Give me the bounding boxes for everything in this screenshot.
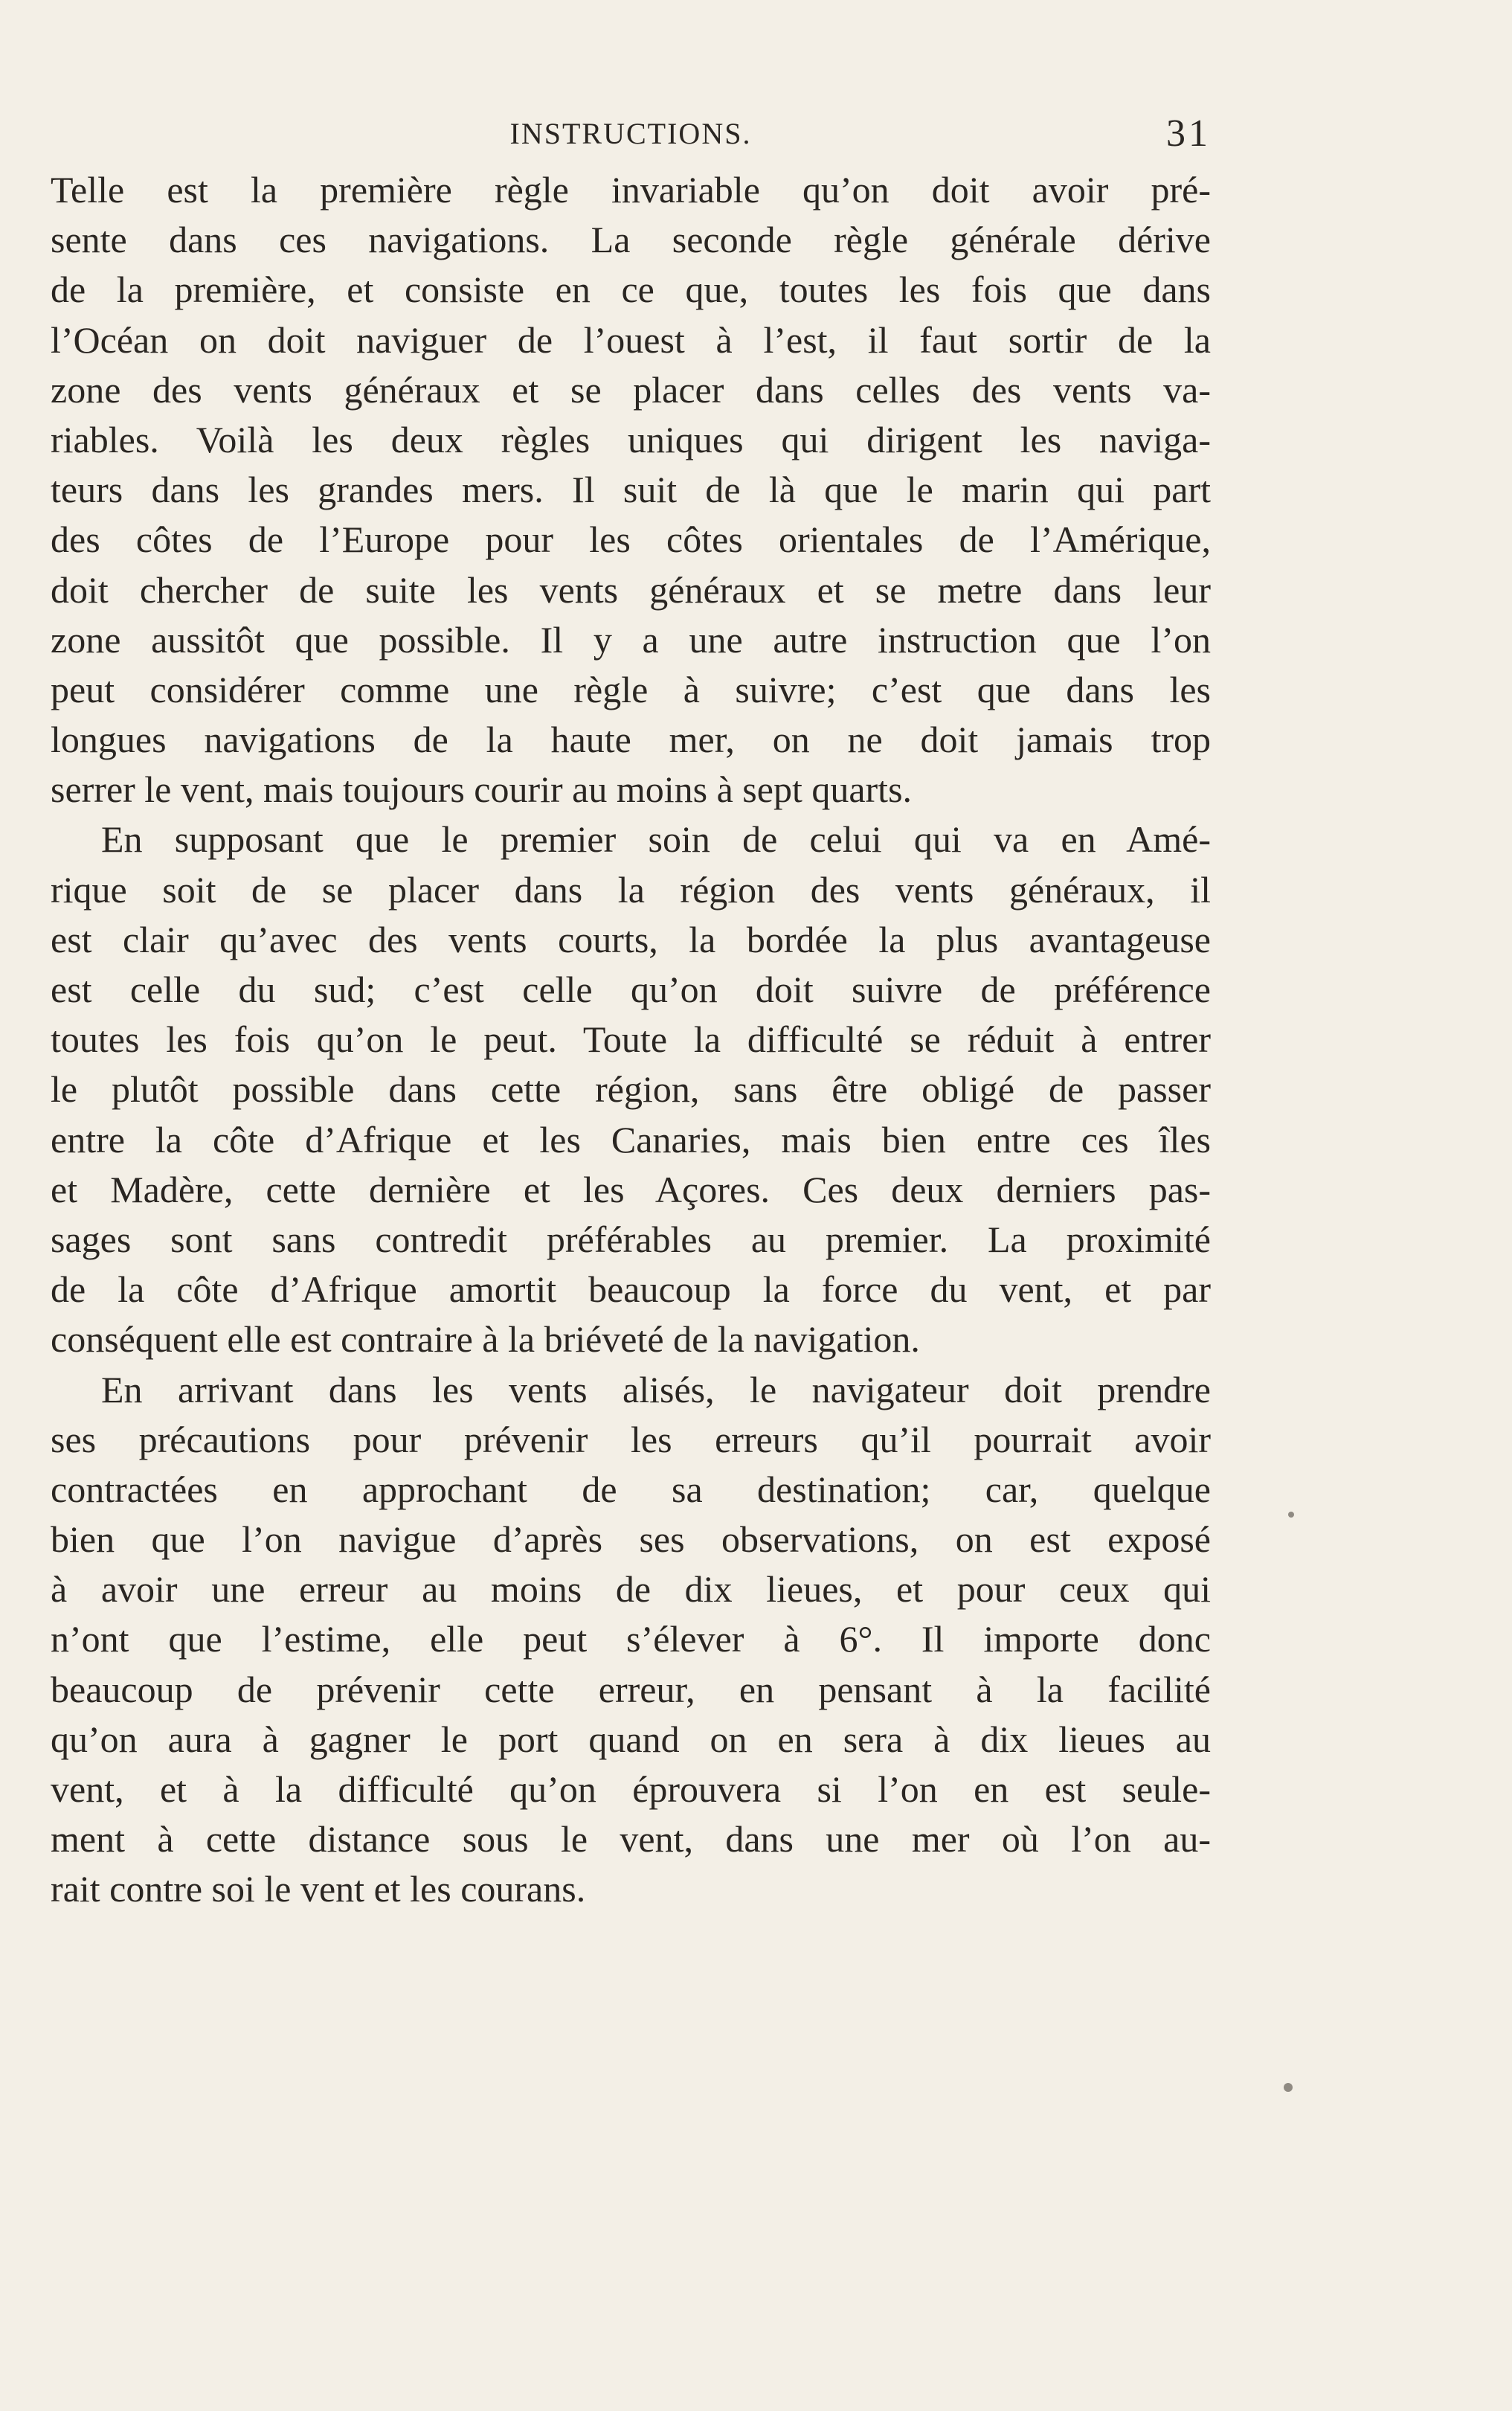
paragraph-start-line: En supposant que le premier soin de celui qui va en Amé- <box>101 818 1211 861</box>
text-line: de la première, et consiste en ce que, toutes les fois que dans <box>51 269 1211 311</box>
text-line: toutes les fois qu’on le peut. Toute la difficulté se réduit à entrer <box>51 1018 1211 1061</box>
text-line: ment à cette distance sous le vent, dans une mer où l’on au- <box>51 1818 1211 1861</box>
text-line: de la côte d’Afrique amortit beaucoup la force du vent, et par <box>51 1268 1211 1311</box>
text-line: doit chercher de suite les vents généraux et se metre dans leur <box>51 568 1211 611</box>
paper-speck <box>1284 2083 1293 2092</box>
running-title: INSTRUCTIONS. <box>509 117 752 150</box>
text-line: vent, et à la difficulté qu’on éprouvera si l’on en est seule- <box>51 1768 1211 1810</box>
text-line: des côtes de l’Europe pour les côtes orientales de l’Amérique, <box>51 519 1211 561</box>
text-line: bien que l’on navigue d’après ses observations, on est exposé <box>51 1518 1211 1561</box>
text-line: contractées en approchant de sa destination; car, quelque <box>51 1468 1211 1510</box>
page-number: 31 <box>1166 112 1211 155</box>
text-line: serrer le vent, mais toujours courir au moins à sept quarts. <box>51 768 913 811</box>
text-line: teurs dans les grandes mers. Il suit de là que le marin qui part <box>51 469 1211 511</box>
text-line: beaucoup de prévenir cette erreur, en pensant à la facilité <box>51 1668 1211 1710</box>
text-line: riables. Voilà les deux règles uniques qui dirigent les naviga- <box>51 418 1211 460</box>
text-line: l’Océan on doit naviguer de l’ouest à l’est, il faut sortir de la <box>51 318 1211 361</box>
text-line: zone aussitôt que possible. Il y a une autre instruction que l’on <box>51 618 1211 661</box>
text-line: le plutôt possible dans cette région, sans être obligé de passer <box>51 1068 1211 1111</box>
text-line: sente dans ces navigations. La seconde règle générale dérive <box>51 219 1211 261</box>
text-line: longues navigations de la haute mer, on ne doit jamais trop <box>51 719 1211 761</box>
text-line: n’ont que l’estime, elle peut s’élever à 6°. Il importe donc <box>51 1618 1211 1660</box>
body-text <box>51 165 1211 1915</box>
text-line: et Madère, cette dernière et les Açores. Ces deux derniers pas- <box>51 1168 1211 1210</box>
text-line: zone des vents généraux et se placer dans celles des vents va- <box>51 368 1211 411</box>
text-line: rique soit de se placer dans la région des vents généraux, il <box>51 868 1211 911</box>
paper-speck <box>1288 1512 1294 1518</box>
text-line: sages sont sans contredit préférables au premier. La proximité <box>51 1218 1211 1260</box>
text-line: conséquent elle est contraire à la briéveté de la navigation. <box>51 1318 920 1361</box>
text-line: ses précautions pour prévenir les erreurs qu’il pourrait avoir <box>51 1418 1211 1460</box>
text-line: est celle du sud; c’est celle qu’on doit suivre de préférence <box>51 969 1211 1010</box>
text-line: à avoir une erreur au moins de dix lieues, et pour ceux qui <box>51 1568 1211 1611</box>
text-line: peut considérer comme une règle à suivre; c’est que dans les <box>51 668 1211 710</box>
running-head <box>51 112 1211 164</box>
text-line: Telle est la première règle invariable qu’on doit avoir pré- <box>51 169 1211 211</box>
paragraph-start-line: En arrivant dans les vents alisés, le navigateur doit prendre <box>101 1368 1211 1410</box>
text-line: qu’on aura à gagner le port quand on en sera à dix lieues au <box>51 1718 1211 1760</box>
text-line: est clair qu’avec des vents courts, la bordée la plus avantageuse <box>51 918 1211 960</box>
text-line: rait contre soi le vent et les courans. <box>51 1868 586 1910</box>
text-line: entre la côte d’Afrique et les Canaries, mais bien entre ces îles <box>51 1118 1211 1160</box>
